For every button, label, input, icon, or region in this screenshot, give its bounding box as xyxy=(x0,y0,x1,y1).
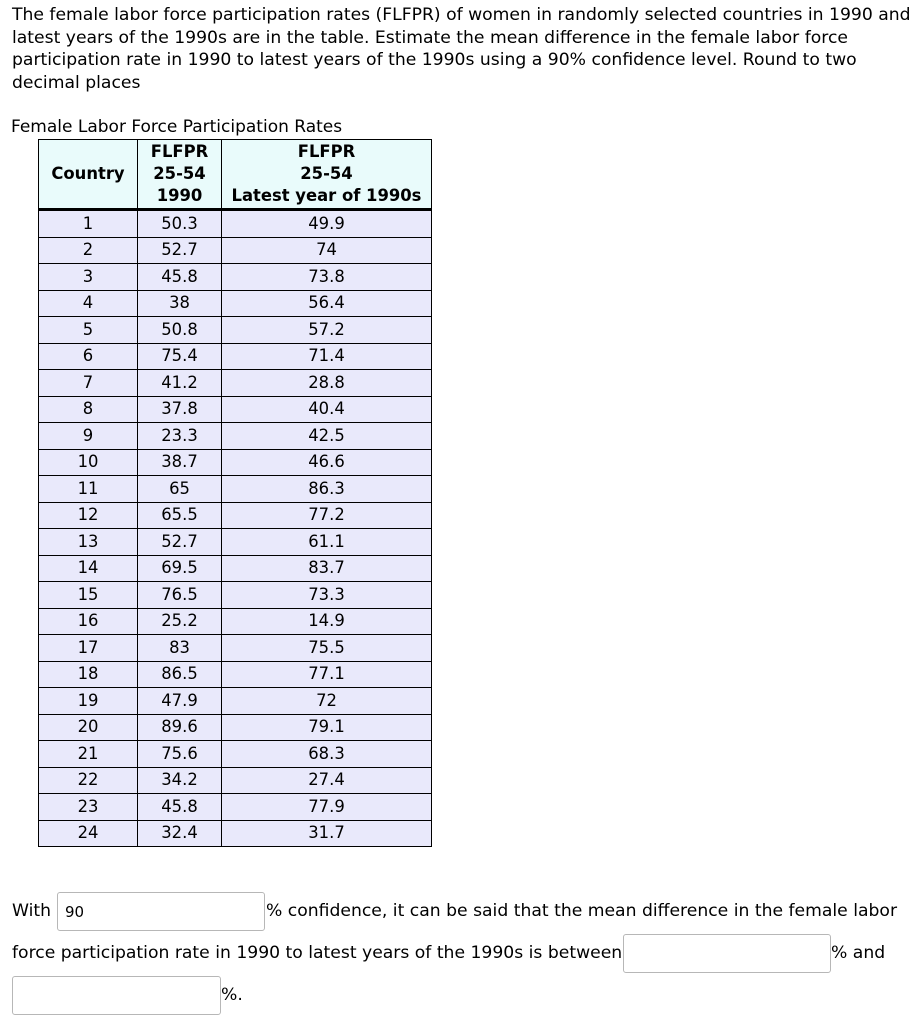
header-1990-line3: 1990 xyxy=(156,186,203,205)
header-flfpr-latest xyxy=(222,140,432,210)
cell-flfpr-1990: 86.5 xyxy=(138,661,222,688)
cell-country: 10 xyxy=(39,449,138,476)
cell-flfpr-latest: 27.4 xyxy=(222,767,432,794)
cell-flfpr-1990: 38 xyxy=(138,290,222,317)
answer-and-text: % and xyxy=(831,943,886,963)
cell-flfpr-latest: 77.9 xyxy=(222,794,432,821)
upper-bound-input[interactable] xyxy=(12,976,221,1015)
table-row xyxy=(39,529,432,556)
cell-country: 7 xyxy=(39,370,138,397)
table-row xyxy=(39,635,432,662)
cell-flfpr-1990: 75.6 xyxy=(138,741,222,768)
cell-flfpr-1990: 65 xyxy=(138,476,222,503)
cell-flfpr-latest: 86.3 xyxy=(222,476,432,503)
cell-flfpr-latest: 77.2 xyxy=(222,502,432,529)
table-row xyxy=(39,555,432,582)
answer-line2-text: force participation rate in 1990 to latest years of the 1990s is between xyxy=(12,943,623,963)
table-row xyxy=(39,449,432,476)
cell-flfpr-1990: 41.2 xyxy=(138,370,222,397)
cell-flfpr-latest: 46.6 xyxy=(222,449,432,476)
cell-country: 24 xyxy=(39,820,138,847)
answer-end-text: %. xyxy=(221,985,243,1005)
header-country: Country xyxy=(39,140,138,210)
table-row xyxy=(39,688,432,715)
cell-flfpr-latest: 74 xyxy=(222,237,432,264)
cell-country: 6 xyxy=(39,343,138,370)
cell-country: 23 xyxy=(39,794,138,821)
header-latest-line3: Latest year of 1990s xyxy=(231,186,422,205)
cell-flfpr-latest: 83.7 xyxy=(222,555,432,582)
cell-country: 5 xyxy=(39,317,138,344)
cell-country: 3 xyxy=(39,264,138,291)
cell-flfpr-latest: 72 xyxy=(222,688,432,715)
table-row xyxy=(39,714,432,741)
cell-flfpr-latest: 49.9 xyxy=(222,210,432,238)
table-caption: Female Labor Force Participation Rates xyxy=(11,117,343,137)
cell-flfpr-1990: 47.9 xyxy=(138,688,222,715)
data-table xyxy=(38,139,432,847)
answer-with-label: With xyxy=(12,901,52,921)
cell-country: 11 xyxy=(39,476,138,503)
cell-flfpr-1990: 34.2 xyxy=(138,767,222,794)
table-row xyxy=(39,794,432,821)
header-latest-line1: FLFPR xyxy=(297,142,356,161)
cell-flfpr-latest: 68.3 xyxy=(222,741,432,768)
header-flfpr-1990 xyxy=(138,140,222,210)
table-row xyxy=(39,396,432,423)
cell-country: 1 xyxy=(39,210,138,238)
cell-country: 18 xyxy=(39,661,138,688)
cell-country: 13 xyxy=(39,529,138,556)
table-row xyxy=(39,767,432,794)
table-row xyxy=(39,502,432,529)
cell-flfpr-1990: 38.7 xyxy=(138,449,222,476)
cell-country: 15 xyxy=(39,582,138,609)
cell-country: 21 xyxy=(39,741,138,768)
cell-flfpr-1990: 65.5 xyxy=(138,502,222,529)
table-row xyxy=(39,741,432,768)
cell-flfpr-1990: 50.3 xyxy=(138,210,222,238)
question-text: The female labor force participation rates (FLFPR) of women in randomly selected countries in 1990 and latest years of the 1990s are in the table. Estimate the mean difference in the female labor force participation rate in 1990 to latest years of the 1990s using a 90% confidence level. Round to two decimal places xyxy=(12,5,911,93)
cell-country: 22 xyxy=(39,767,138,794)
table-row xyxy=(39,264,432,291)
cell-country: 9 xyxy=(39,423,138,450)
table-header-row xyxy=(39,140,432,210)
cell-flfpr-1990: 76.5 xyxy=(138,582,222,609)
table-row xyxy=(39,608,432,635)
header-latest-line2: 25-54 xyxy=(300,164,353,183)
header-1990-line2: 25-54 xyxy=(153,164,206,183)
table-body xyxy=(39,210,432,847)
cell-flfpr-1990: 69.5 xyxy=(138,555,222,582)
cell-flfpr-latest: 56.4 xyxy=(222,290,432,317)
cell-flfpr-latest: 73.3 xyxy=(222,582,432,609)
cell-flfpr-1990: 52.7 xyxy=(138,237,222,264)
cell-flfpr-1990: 89.6 xyxy=(138,714,222,741)
cell-flfpr-latest: 40.4 xyxy=(222,396,432,423)
table-row xyxy=(39,370,432,397)
cell-country: 8 xyxy=(39,396,138,423)
cell-country: 4 xyxy=(39,290,138,317)
cell-flfpr-1990: 23.3 xyxy=(138,423,222,450)
cell-flfpr-latest: 57.2 xyxy=(222,317,432,344)
lower-bound-input[interactable] xyxy=(623,934,831,973)
cell-flfpr-latest: 77.1 xyxy=(222,661,432,688)
table-row xyxy=(39,210,432,238)
cell-country: 12 xyxy=(39,502,138,529)
cell-country: 17 xyxy=(39,635,138,662)
cell-flfpr-latest: 31.7 xyxy=(222,820,432,847)
cell-flfpr-1990: 45.8 xyxy=(138,794,222,821)
cell-flfpr-latest: 61.1 xyxy=(222,529,432,556)
table-row xyxy=(39,423,432,450)
cell-flfpr-1990: 25.2 xyxy=(138,608,222,635)
cell-flfpr-1990: 50.8 xyxy=(138,317,222,344)
cell-flfpr-1990: 83 xyxy=(138,635,222,662)
table-row xyxy=(39,582,432,609)
cell-flfpr-latest: 14.9 xyxy=(222,608,432,635)
cell-flfpr-1990: 32.4 xyxy=(138,820,222,847)
cell-flfpr-latest: 28.8 xyxy=(222,370,432,397)
table-row xyxy=(39,317,432,344)
cell-flfpr-latest: 79.1 xyxy=(222,714,432,741)
cell-flfpr-1990: 52.7 xyxy=(138,529,222,556)
answer-confidence-text: % confidence, it can be said that the mean difference in the female labor xyxy=(266,901,898,921)
table-row xyxy=(39,237,432,264)
table-row xyxy=(39,661,432,688)
table-row xyxy=(39,476,432,503)
cell-flfpr-1990: 45.8 xyxy=(138,264,222,291)
cell-flfpr-latest: 42.5 xyxy=(222,423,432,450)
cell-country: 14 xyxy=(39,555,138,582)
cell-flfpr-1990: 37.8 xyxy=(138,396,222,423)
cell-flfpr-latest: 71.4 xyxy=(222,343,432,370)
cell-country: 2 xyxy=(39,237,138,264)
cell-flfpr-1990: 75.4 xyxy=(138,343,222,370)
cell-flfpr-latest: 75.5 xyxy=(222,635,432,662)
table-row xyxy=(39,820,432,847)
cell-country: 19 xyxy=(39,688,138,715)
table-row xyxy=(39,343,432,370)
cell-country: 20 xyxy=(39,714,138,741)
cell-flfpr-latest: 73.8 xyxy=(222,264,432,291)
cell-country: 16 xyxy=(39,608,138,635)
header-1990-line1: FLFPR xyxy=(150,142,209,161)
table-row xyxy=(39,290,432,317)
confidence-level-input[interactable] xyxy=(57,892,265,931)
